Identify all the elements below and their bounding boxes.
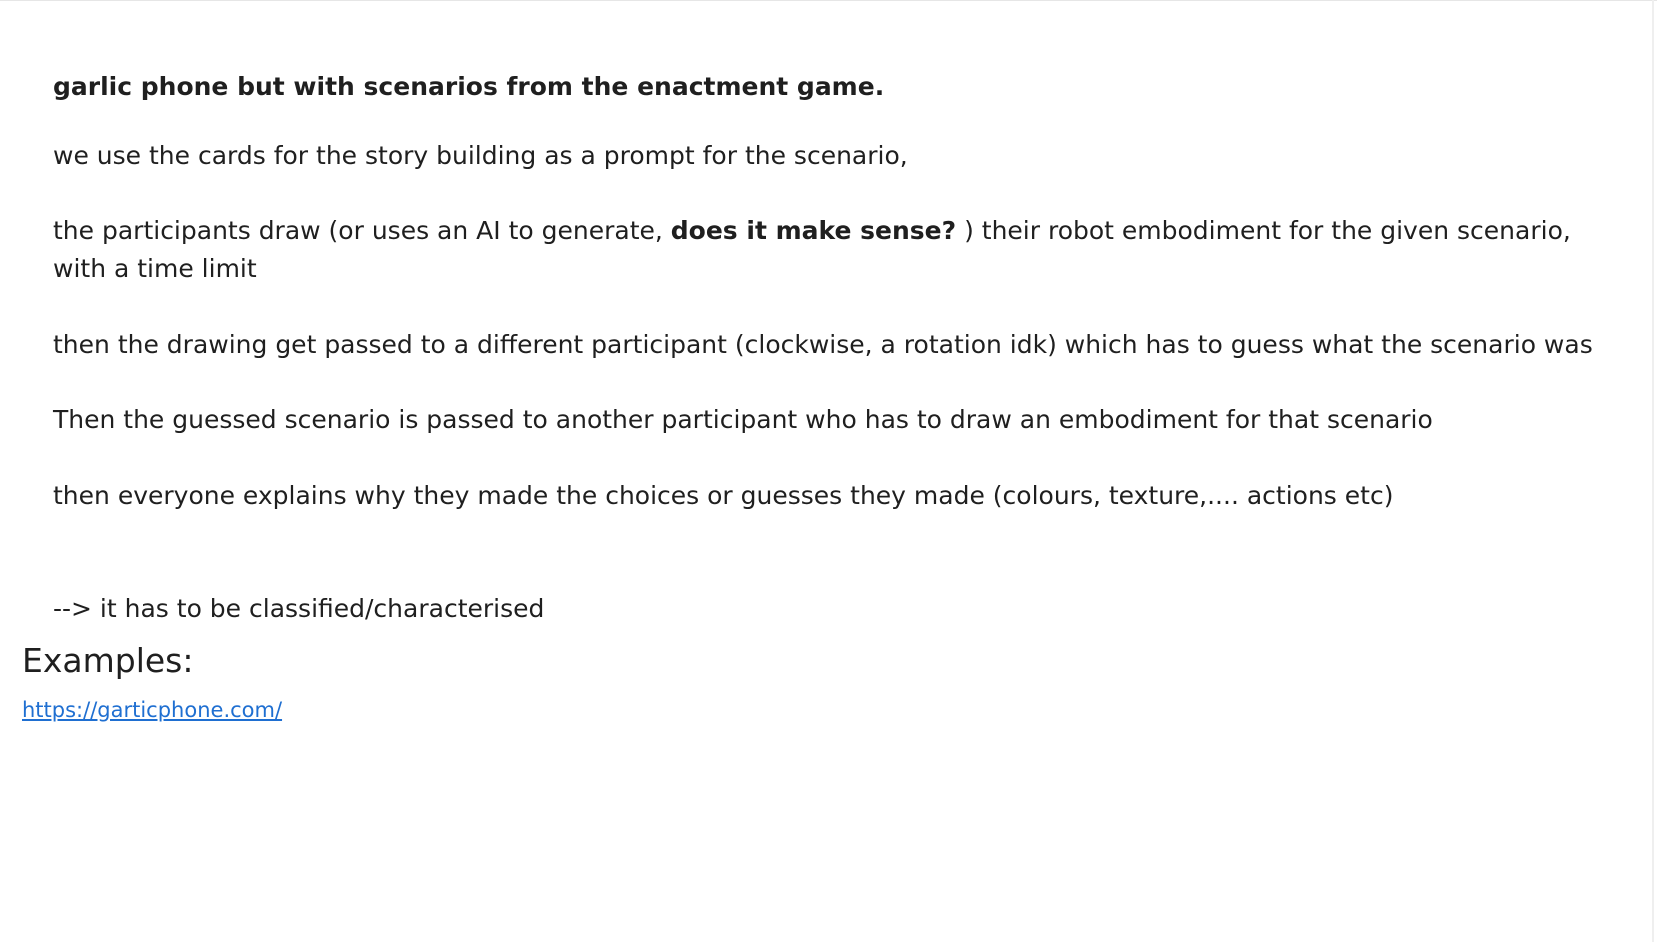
paragraph-drawing-passed: then the drawing get passed to a different participant (clockwise, a rotation idk) which has to guess what the scenario was: [53, 330, 1593, 359]
example-link[interactable]: https://garticphone.com/: [22, 698, 283, 722]
scrollbar-track[interactable]: [1652, 0, 1654, 942]
top-border: [0, 0, 1657, 1]
note-title: garlic phone but with scenarios from the enactment game.: [53, 72, 885, 101]
paragraph-guessed-scenario: Then the guessed scenario is passed to another participant who has to draw an embodiment for that scenario: [53, 405, 1433, 434]
paragraph-text: ) their robot embodiment for the given scenario, with a time limit: [53, 216, 1571, 283]
bold-question: does it make sense?: [670, 216, 957, 245]
paragraph-text: the participants draw (or uses an AI to generate,: [53, 216, 671, 245]
paragraph-classification: --> it has to be classified/characterised: [53, 594, 545, 623]
examples-heading: Examples:: [22, 641, 194, 680]
paragraph-participants-draw: [53, 212, 1613, 288]
paragraph-cards-prompt: we use the cards for the story building as a prompt for the scenario,: [53, 141, 908, 170]
paragraph-explanations: then everyone explains why they made the choices or guesses they made (colours, texture,.... actions etc): [53, 481, 1394, 510]
